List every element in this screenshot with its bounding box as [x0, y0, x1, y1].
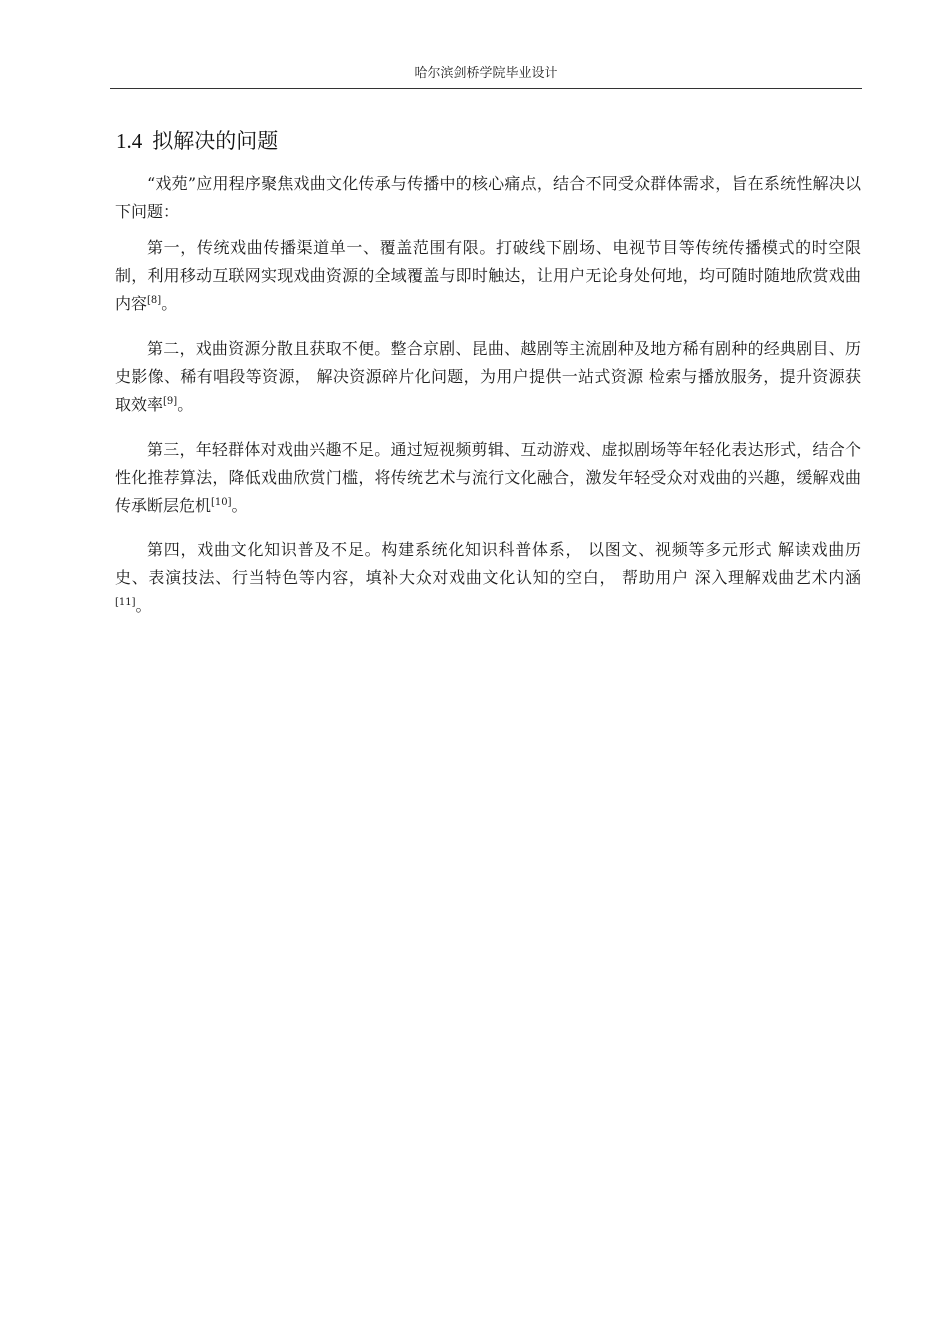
paragraph-fourth-end: 。 [135, 596, 152, 615]
section-title: 拟解决的问题 [152, 129, 279, 153]
header-rule [110, 88, 862, 89]
paragraph-second [115, 335, 861, 419]
paragraph-fourth-text: 第四，戏曲文化知识普及不足。构建系统化知识科普体系， 以图文、视频等多元形式 解读戏曲历史、表演技法、行当特色等内容，填补大众对戏曲文化认知的空白， 帮助用户 深入理解戏曲艺术内涵 [115, 540, 861, 587]
paragraph-first-text: 第一，传统戏曲传播渠道单一、覆盖范围有限。打破线下剧场、电视节目等传统传播模式的时空限制，利用移动互联网实现戏曲资源的全域覆盖与即时触达，让用户无论身处何地，均可随时随地欣赏戏曲内容 [115, 238, 861, 313]
citation-9: [9] [163, 396, 178, 407]
paragraph-first [115, 234, 861, 318]
running-header: 哈尔滨剑桥学院毕业设计 [414, 66, 558, 81]
paragraph-third [115, 436, 861, 520]
paragraph-fourth [115, 536, 861, 620]
section-heading [116, 127, 278, 155]
citation-8: [8] [147, 295, 162, 306]
paragraph-third-text: 第三，年轻群体对戏曲兴趣不足。通过短视频剪辑、互动游戏、虚拟剧场等年轻化表达形式，结合个性化推荐算法，降低戏曲欣赏门槛，将传统艺术与流行文化融合，激发年轻受众对戏曲的兴趣，缓解戏曲传承断层危机 [115, 440, 861, 515]
paragraph-second-text: 第二，戏曲资源分散且获取不便。整合京剧、昆曲、越剧等主流剧种及地方稀有剧种的经典剧目、历史影像、稀有唱段等资源， 解决资源碎片化问题，为用户提供一站式资源 检索与播放服务，提升资源获取效率 [115, 339, 861, 414]
citation-11: [11] [115, 597, 136, 608]
citation-10: [10] [211, 497, 232, 508]
paragraph-third-end: 。 [231, 496, 248, 515]
section-number: 1.4 [116, 129, 143, 153]
paragraph-intro: “戏苑”应用程序聚焦戏曲文化传承与传播中的核心痛点，结合不同受众群体需求，旨在系统性解决以下问题： [115, 174, 861, 221]
paragraph-second-end: 。 [177, 395, 194, 414]
paragraph-first-end: 。 [161, 294, 178, 313]
